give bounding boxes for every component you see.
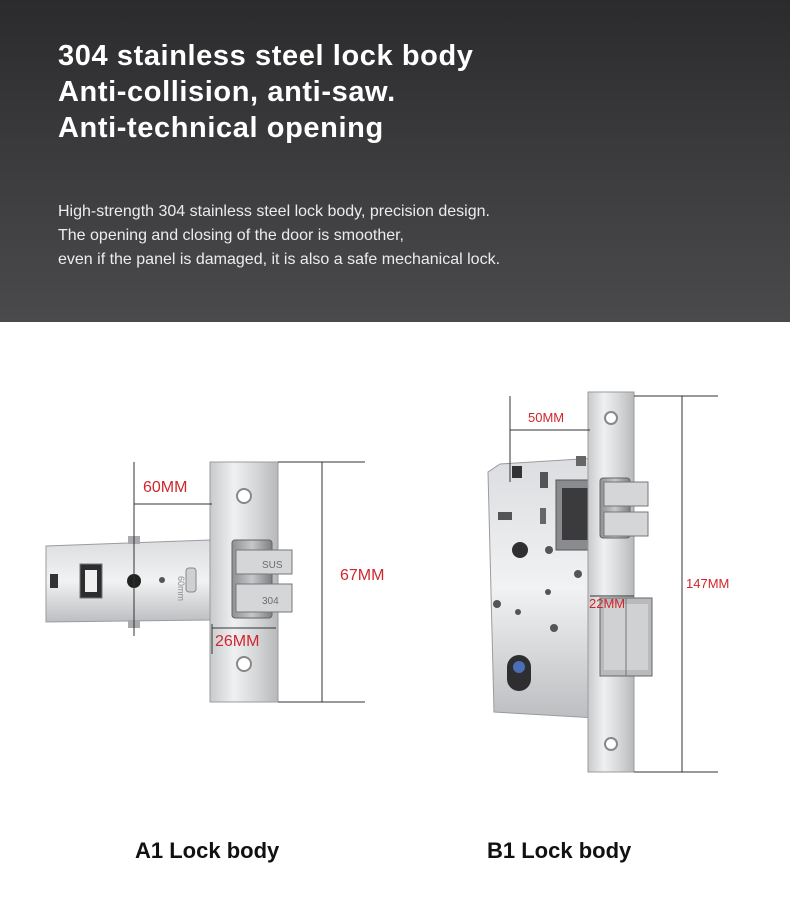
lock-a-illustration [46,462,384,702]
lock-b-screw-hole-bottom [605,738,617,750]
lock-b-slot-1 [540,472,548,488]
lock-b-dim-backset-label: 50MM [528,410,565,425]
lock-b-dim-faceplate-label: 22MM [589,596,626,611]
lock-a-rivet [159,577,165,583]
lock-b-dim-height-label: 147MM [686,576,730,591]
lock-a-stamp-top: SUS [262,560,283,571]
lock-a-caption: A1 Lock body [135,838,280,863]
lock-b-mechanism-inner [562,488,588,540]
lock-a-engraving: 60mm [176,576,186,602]
lock-b-illustration [488,392,729,772]
lock-a-dim-depth-label: 60MM [143,479,188,496]
lock-a-clip [186,568,196,592]
lock-b-rivet-6 [550,624,558,632]
lock-b-caption: B1 Lock body [487,838,632,863]
headline [58,38,474,146]
lock-b-rivet-3 [493,600,501,608]
lock-a-stamp-bottom: 304 [262,596,279,607]
lock-a-dim-latch-label: 26MM [215,633,260,650]
lock-b-latch [600,478,648,538]
lock-b-dim-height [634,396,729,772]
headline-line-2: Anti-collision, anti-saw. [58,76,396,108]
lock-b-cylinder-dot [513,661,525,673]
lock-a-dim-height-label: 67MM [340,567,385,584]
description-line-2: The opening and closing of the door is smoother, [58,227,404,244]
lock-a-spindle-insert [85,570,97,592]
lock-b-screw-hole-top [605,412,617,424]
lock-body-figures [0,322,790,842]
lock-b-hole-2 [498,512,512,520]
description-line-3: even if the panel is damaged, it is also a safe mechanical lock. [58,251,501,268]
lock-a-slot [50,574,58,588]
lock-b-slot-3 [576,456,586,466]
lock-illustrations [0,322,790,842]
lock-a-screw-hole-top [237,489,251,503]
lock-b-rivet-4 [545,589,551,595]
lock-a-screw-hole-bottom [237,657,251,671]
lock-b-rivet-5 [515,609,521,615]
headline-line-3: Anti-technical opening [58,112,384,144]
description-line-1: High-strength 304 stainless steel lock body, precision design. [58,203,490,220]
description [58,200,500,272]
lock-a-latch [232,540,292,618]
hero-banner [0,0,790,322]
lock-b-rivet-1 [545,546,553,554]
lock-b-faceplate [588,392,634,772]
lock-b-rivet-2 [574,570,582,578]
lock-b-spindle-hole [512,542,528,558]
lock-a-dim-height [278,462,384,702]
headline-line-1: 304 stainless steel lock body [58,40,474,72]
lock-b-hole-1 [512,466,522,478]
lock-b-slot-2 [540,508,546,524]
